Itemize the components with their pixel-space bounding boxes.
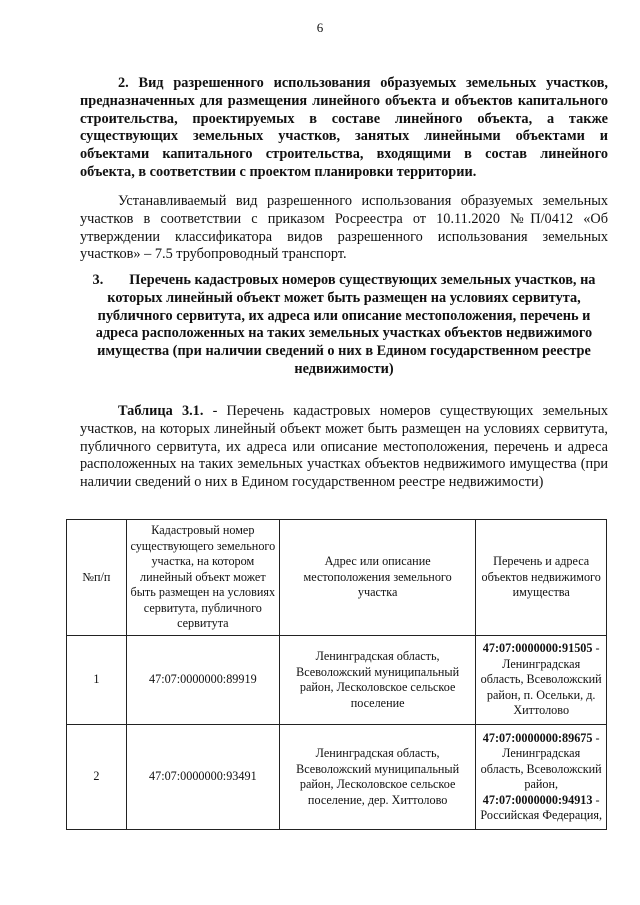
header-address: Адрес или описание местоположения земельного участка <box>279 520 476 636</box>
object-entry <box>479 793 603 824</box>
table-row <box>67 636 607 725</box>
row-objects <box>476 725 607 830</box>
table-row <box>67 725 607 830</box>
object-entry <box>479 641 603 719</box>
header-cadastral-number: Кадастровый номер существующего земельного участка, на котором линейный объект может быть размещен на условиях сервитута, публичного сервитута <box>126 520 279 636</box>
section-3-number: 3. <box>92 272 104 288</box>
row-number: 2 <box>67 725 127 830</box>
section-3-heading <box>80 272 608 379</box>
row-objects <box>476 636 607 725</box>
header-objects: Перечень и адреса объектов недвижимого имущества <box>476 520 607 636</box>
object-address: - Ленинградская область, Всеволожский район, <box>480 730 602 791</box>
row-address: Ленинградская область, Всеволожский муниципальный район, Лесколовское сельское поселение <box>279 636 476 725</box>
cadastral-table <box>66 519 607 830</box>
row-number: 1 <box>67 636 127 725</box>
row-cadastral-number: 47:07:0000000:89919 <box>126 636 279 725</box>
header-number: №п/п <box>67 520 127 636</box>
object-address: - Ленинградская область, Всеволожский район, п. Осельки, д. Хиттолово <box>480 641 602 718</box>
section-2-heading <box>80 75 608 182</box>
object-entry <box>479 731 603 793</box>
object-number: 47:07:0000000:94913 <box>482 792 593 807</box>
object-number: 47:07:0000000:91505 <box>482 641 593 656</box>
object-number: 47:07:0000000:89675 <box>482 730 593 745</box>
section-2-number: 2. <box>118 75 129 91</box>
object-address: - Российская Федерация, <box>480 792 603 822</box>
row-cadastral-number: 47:07:0000000:93491 <box>126 725 279 830</box>
table-header-row <box>67 520 607 636</box>
section-2-paragraph: Устанавливаемый вид разрешенного использования образуемых земельных участков в соответствии с приказом Росреестра от 10.11.2020 №П/0412 «Об утверждении классификатора видов разрешенного использования земельных участков» – 7.5 трубопроводный транспорт. <box>80 193 608 263</box>
table-caption-text: - Перечень кадастровых номеров существующих земельных участков, на которых линейный объект может быть размещен на условиях сервитута, публичного сервитута, их адреса или описание местоположения, перечень и адреса расположенных на таких земельных участках объектов недвижимого имущества (при наличии сведений о них в Едином государственном реестре недвижимости) <box>80 403 608 491</box>
page-number: 6 <box>316 20 324 35</box>
section-2-title: Вид разрешенного использования образуемых земельных участков, предназначенных для размещения линейного объекта и объектов капитального строительства, проектируемых в составе линейного объекта, а также существующих земельных участков, занятых линейными объектами и объектами капитального строительства, входящими в состав линейного объекта, в соответствии с проектом планировки территории. <box>80 75 608 180</box>
table-caption-label: Таблица 3.1. <box>118 403 204 419</box>
row-address: Ленинградская область, Всеволожский муниципальный район, Лесколовское сельское поселение, дер. Хиттолово <box>279 725 476 830</box>
table-caption <box>80 403 608 492</box>
section-3-title: Перечень кадастровых номеров существующих земельных участков, на которых линейный объект может быть размещен на условиях сервитута, публичного сервитута, их адреса или описание местоположения, перечень и адреса расположенных на таких земельных участках объектов недвижимого имущества (при наличии сведений о них в Едином государственном реестре недвижимости) <box>95 272 596 377</box>
